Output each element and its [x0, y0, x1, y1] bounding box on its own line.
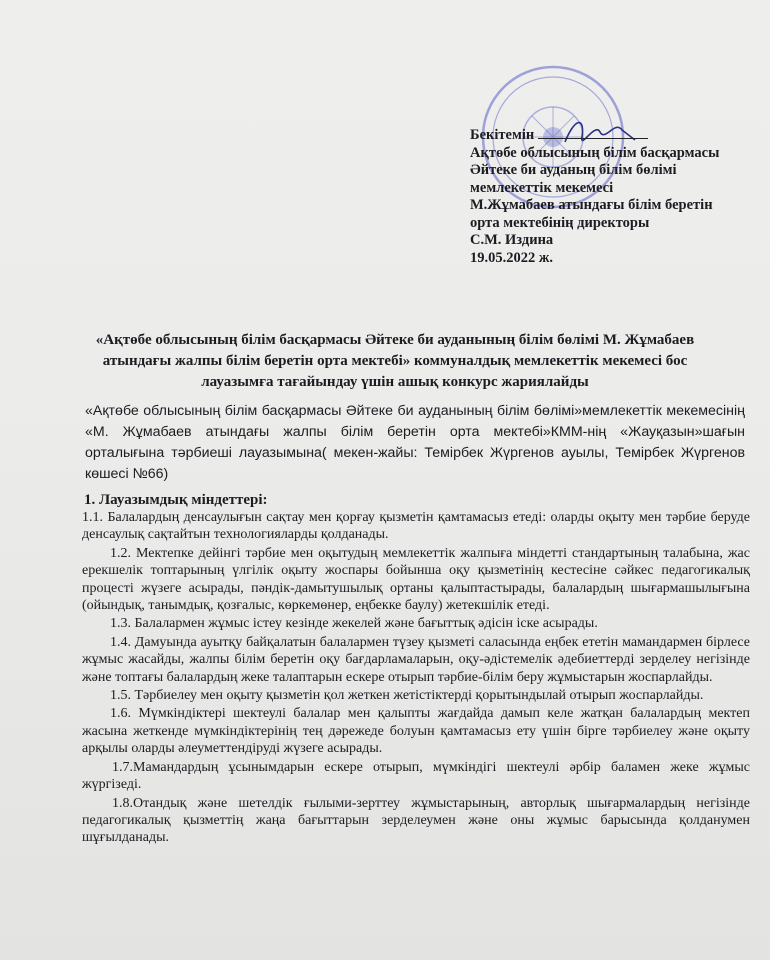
heading-line: «Ақтөбе облысының білім басқармасы Әйтеке би ауданының білім бөлімі М. Жұмабаев — [95, 332, 695, 348]
duty-item: 1.8.Отандық және шетелдік ғылыми-зерттеу жұмыстарының, авторлық шығармалардың негізінде педагогикалық қызметтің жаңа бағыттарын зерделеумен және оны жұмыс барысында қолданумен шұғылданады. — [82, 795, 750, 846]
duties-list — [82, 509, 750, 847]
heading-line: лауазымға тағайындау үшін ашық конкурс жариялайды — [201, 374, 589, 390]
approval-line: М.Жұмабаев атындағы білім беретін — [470, 197, 713, 213]
duty-item: 1.4. Дамуында ауытқу байқалатын балалармен түзеу қызметі саласында еңбек ететін мамандармен бірлесе жұмыс жасайды, жалпы білім беретін оқу бағдарламаларын, оқу-әдістемелік әдебиеттерді зерделеу негізінде және топтағы балалардың жеке талаптарын ескере отырып тәрбие-білім беру жұмыстарын жоспарлайды. — [82, 634, 750, 685]
approval-date: 19.05.2022 ж. — [470, 249, 554, 266]
approval-line: Әйтеке би ауданың білім бөлімі — [470, 162, 677, 178]
approval-line: орта мектебінің директоры — [470, 214, 650, 231]
approval-label: Бекітемін — [470, 126, 760, 145]
duty-item: 1.2. Мектепке дейінгі тәрбие мен оқытудың мемлекеттік жалпыға міндетті стандартының талабына, жас ерекшелік топтарының үлгілік оқыту жоспары бойынша оқу қызметінің кестесіне сәйкес педагогикалық процесті жүзеге асырады, пәндік-дамытушылық ортаны қалыптастырады, балалардың шығармашылығына (ойындық, танымдық, қозғалыс, көркемөнер, еңбекке баулу) жетекшілік етеді. — [82, 545, 750, 614]
duty-item: 1.6. Мүмкіндіктері шектеулі балалар мен қалыпты жағдайда дамып келе жатқан балалардың мектеп жасына жеткенде мүмкіндіктерінің тең дәрежеде болуын қамтамасыз ету үшін бірге тәрбиелеу және оқыту арқылы оларды әлеуметтендіруді жүзеге асырады. — [82, 706, 750, 757]
duty-item: 1.3. Балалармен жұмыс істеу кезінде жекелей және бағыттық әдісін іске асырады. — [110, 616, 598, 632]
director-name: С.М. Издина — [470, 232, 554, 248]
duty-item: 1.5. Тәрбиелеу мен оқыту қызметін қол жеткен жетістіктерді қорытындылай отырып жоспарлайды. — [110, 688, 704, 704]
intro-paragraph: «Ақтөбе облысының білім басқармасы Әйтеке би ауданының білім бөлімі»мемлекеттік мекемесінің «М. Жұмабаев атындағы жалпы білім беретін орта мектебі»КММ-нің «Жауқазын»шағын орталығына тәрбиеші лауазымына( мекен-жайы: Темірбек Жүргенов ауылы, Темірбек Жүргенов көшесі №66) — [85, 403, 745, 482]
duty-item: 1.1. Балалардың денсаулығын сақтау мен қорғау қызметін қамтамасыз етеді: оларды оқыту мен тәрбие беруде денсаулық сақтайтын технологияларды қолданады. — [82, 510, 750, 543]
announcement-heading — [95, 330, 695, 393]
signature-line — [538, 126, 648, 139]
approval-line: Ақтөбе облысының білім басқармасы — [470, 144, 720, 161]
approval-line: мемлекеттік мекемесі — [470, 179, 614, 196]
duty-item: 1.7.Мамандардың ұсынымдарын ескере отырып, мүмкіндігі шектеулі әрбір баламен жеке жұмыс жүргізеді. — [82, 759, 750, 793]
section-title: 1. Лауазымдық міндеттері: — [84, 492, 268, 508]
approval-block — [470, 126, 760, 267]
heading-line: атындағы жалпы білім беретін орта мектебі» коммуналдық мемлекеттік мекемесі бос — [102, 353, 688, 369]
